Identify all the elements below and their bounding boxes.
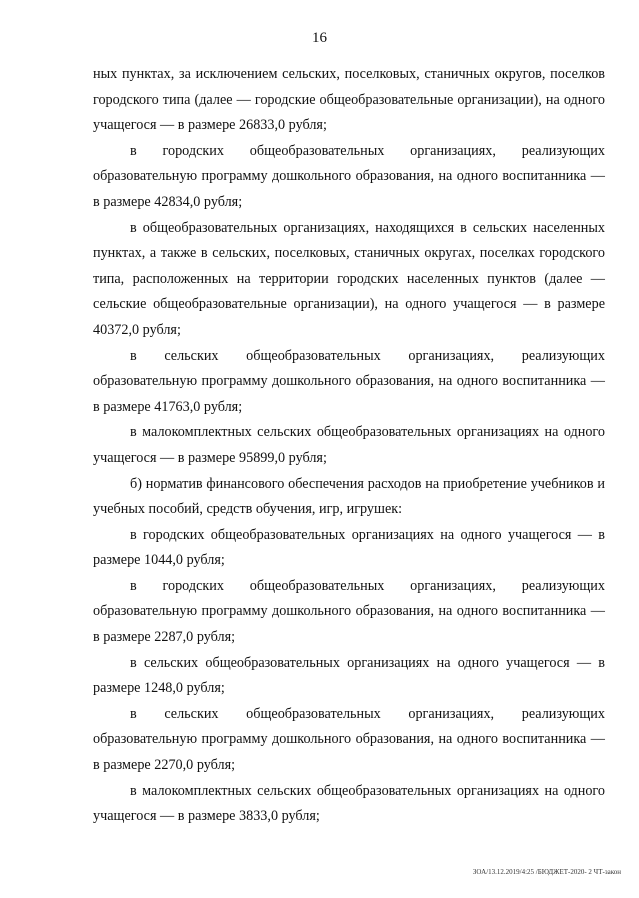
paragraph-urban-preschool-textbooks: в городских общеобразовательных организациях, реализующих образовательную программу дошкольного образования, на одного воспитанника — в размере 2287,0 рубля; bbox=[93, 577, 605, 646]
footer-document-code: ЗОА/13.12.2019/4:25 /БЮДЖЕТ-2020- 2 ЧТ-закон bbox=[472, 868, 621, 876]
document-body bbox=[93, 62, 605, 830]
paragraph-rural-definition: в общеобразовательных организациях, находящихся в сельских населенных пунктах, а также в сельских, поселковых, станичных округах, поселках городского типа, расположенных на территории городских населенных пунктов (далее — сельские общеобразовательные организации), на одного учащегося — в размере 40372,0 рубля; bbox=[93, 219, 605, 338]
paragraph-rural-textbooks: в сельских общеобразовательных организациях на одного учащегося — в размере 1248,0 рубля; bbox=[93, 654, 605, 697]
paragraph-small-rural: в малокомплектных сельских общеобразовательных организациях на одного учащегося — в размере 95899,0 рубля; bbox=[93, 424, 605, 466]
paragraph-rural-preschool: в сельских общеобразовательных организациях, реализующих образовательную программу дошкольного образования, на одного воспитанника — в размере 41763,0 рубля; bbox=[93, 347, 605, 415]
paragraph-norm-b-heading: б) норматив финансового обеспечения расходов на приобретение учебников и учебных пособий, средств обучения, игр, игрушек: bbox=[93, 475, 605, 518]
paragraph-urban-preschool: в городских общеобразовательных организациях, реализующих образовательную программу дошкольного образования, на одного воспитанника — в размере 42834,0 рубля; bbox=[93, 142, 605, 210]
paragraph-small-rural-textbooks: в малокомплектных сельских общеобразовательных организациях на одного учащегося — в размере 3833,0 рубля; bbox=[93, 782, 605, 825]
paragraph-urban-per-student: ных пунктах, за исключением сельских, поселковых, станичных округов, поселков городского типа (далее — городские общеобразовательные организации), на одного учащегося — в размере 26833,0 рубля; bbox=[93, 66, 605, 134]
paragraph-urban-textbooks: в городских общеобразовательных организациях на одного учащегося — в размере 1044,0 рубля; bbox=[93, 526, 605, 569]
paragraph-rural-preschool-textbooks: в сельских общеобразовательных организациях, реализующих образовательную программу дошкольного образования, на одного воспитанника — в размере 2270,0 рубля; bbox=[93, 705, 605, 774]
page-number: 16 bbox=[312, 30, 327, 46]
